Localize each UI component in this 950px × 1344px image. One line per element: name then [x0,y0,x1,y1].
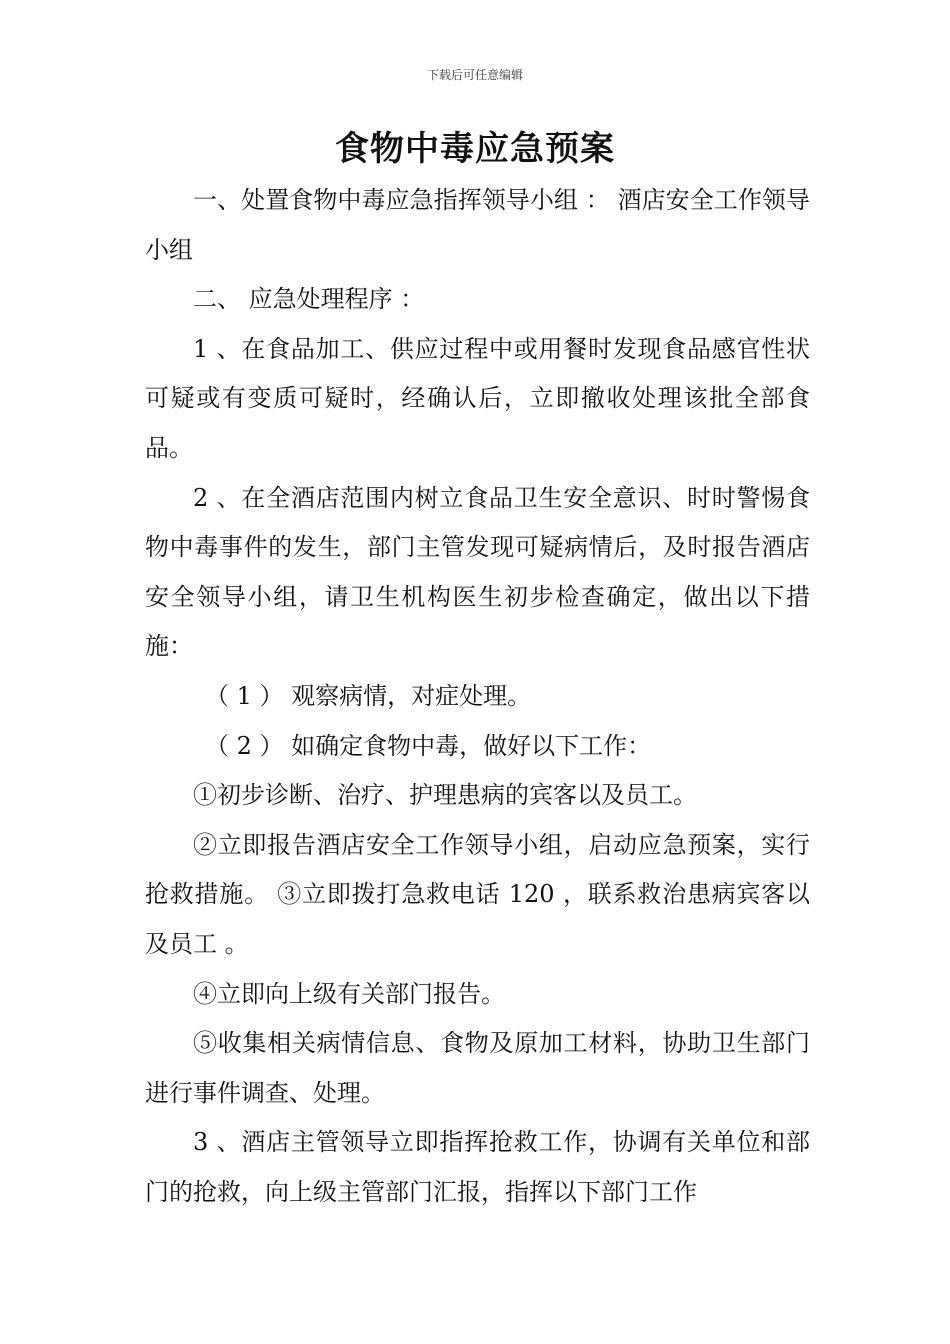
paragraph-item-5: ⑤收集相关病情信息、食物及原加工材料，协助卫生部门进行事件调查、处理。 [145,1029,810,1107]
document-title: 食物中毒应急预案 [335,129,615,169]
paragraph-measure-2: （ 2 ） 如确定食物中毒，做好以下工作： [205,731,652,760]
paragraph-procedure-heading: 二、 应急处理程序 ： [193,285,425,314]
paragraph-step-1: 1 、在食品加工、供应过程中或用餐时发现食品感官性状可疑或有变质可疑时，经确认后，立即撤收处理该批全部食品。 [145,334,810,462]
paragraph-measure-1: （ 1 ） 观察病情，对症处理。 [205,681,532,710]
paragraph-item-2-3: ②立即报告酒店安全工作领导小组，启动应急预案，实行抢救措施。 ③立即拨打急救电话 120 ，联系救治患病宾客以及员工 。 [145,830,810,958]
paragraph-item-4: ④立即向上级有关部门报告。 [193,979,505,1008]
paragraph-step-3: 3 、酒店主管领导立即指挥抢救工作，协调有关单位和部门的抢救，向上级主管部门汇报，指挥以下部门工作 [145,1128,810,1206]
paragraph-item-1: ①初步诊断、治疗、护理患病的宾客以及员工。 [193,781,697,810]
document-body [145,176,810,1217]
header-note: 下载后可任意编辑 [426,68,523,82]
paragraph-command-group: 一、处置食物中毒应急指挥领导小组 ： 酒店安全工作领导小组 [145,186,810,264]
paragraph-step-2: 2 、在全酒店范围内树立食品卫生安全意识、时时警惕食物中毒事件的发生，部门主管发现可疑病情后，及时报告酒店安全领导小组，请卫生机构医生初步检查确定，做出以下措施： [145,483,810,661]
